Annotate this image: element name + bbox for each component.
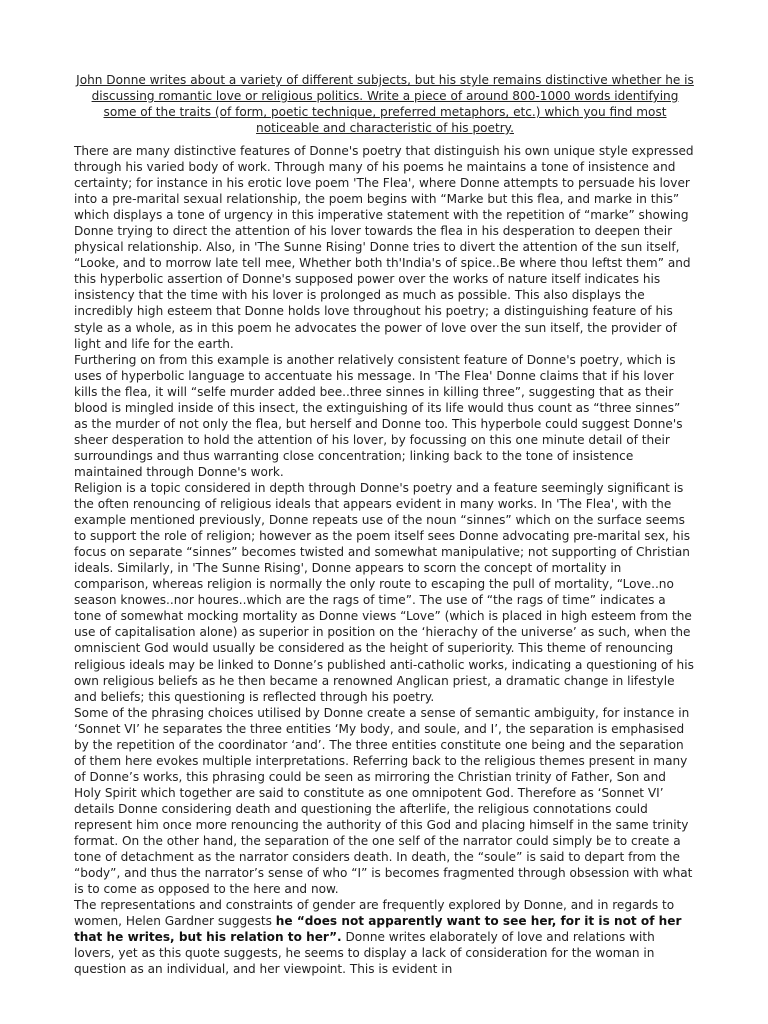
essay-question: John Donne writes about a variety of different subjects, but his style remains distinctive whether he is discussing romantic love or religious politics. Write a piece of around 800-1000 words identifying some of the traits (of form, poetic technique, preferred metaphors, etc.) which you find most noticeable and characteristic of his poetry. [76,73,694,135]
essay-body [74,143,696,977]
paragraph-text: Donne writes elaborately of love and relations with lovers, yet as this quote suggests, he seems to display a lack of consideration for the woman in question as an individual, and her viewpoint. This is evident in [74,930,655,977]
paragraph: Furthering on from this example is another relatively consistent feature of Donne's poetry, which is uses of hyperbolic language to accentuate his message. In 'The Flea' Donne claims that if his lover kills the flea, it will “selfe murder added bee..three sinnes in killing three”, suggesting that as their blood is mingled inside of this insect, the extinguishing of its life would thus count as “three sinnes” as the murder of not only the flea, but herself and Donne too. This hyperbole could suggest Donne's sheer desperation to hold the attention of his lover, by focussing on this one minute detail of their surroundings and thus warranting close concentration; linking back to the tone of insistence maintained through Donne's work. [74,352,683,479]
paragraph: There are many distinctive features of Donne's poetry that distinguish his own unique style expressed through his varied body of work. Through many of his poems he maintains a tone of insistence and certainty; for instance in his erotic love poem 'The Flea', where Donne attempts to persuade his lover into a pre-marital sexual relationship, the poem begins with “Marke but this flea, and marke in this” which displays a tone of urgency in this imperative statement with the repetition of “marke” showing Donne trying to direct the attention of his lover towards the flea in his desperation to deepen their physical relationship. Also, in 'The Sunne Rising' Donne tries to divert the attention of the sun itself, “Looke, and to morrow late tell mee, Whether both th'India's of spice..Be where thou leftst them” and this hyperbolic assertion of Donne's supposed power over the works of nature itself indicates his insistency that the time with his lover is prolonged as much as possible. This also displays the incredibly high esteem that Donne holds love throughout his poetry; a distinguishing feature of his style as a whole, as in this poem he advocates the power of love over the sun itself, the provider of light and life for the earth. [74,144,694,351]
paragraph [74,897,696,977]
bold-quote: he “does not apparently want to see her, for it is not of her that he writes, but his relation to her”. [74,914,682,945]
paragraph: Religion is a topic considered in depth through Donne's poetry and a feature seemingly significant is the often renouncing of religious ideals that appears evident in many works. In 'The Flea', with the example mentioned previously, Donne repeats use of the noun “sinnes” which on the surface seems to support the role of religion; however as the poem itself sees Donne advocating pre-marital sex, his focus on separate “sinnes” becomes twisted and somewhat manipulative; not supporting of Christian ideals. Similarly, in 'The Sunne Rising', Donne appears to scorn the concept of mortality in comparison, whereas religion is normally the only route to escaping the pull of mortality, “Love..no season knowes..nor houres..which are the rags of time”. The use of “the rags of time” indicates a tone of somewhat mocking mortality as Donne views “Love” (which is placed in high esteem from the use of capitalisation alone) as superior in position on the ‘hierachy of the universe’ as such, when the omniscient God would usually be considered as the height of superiority. This theme of renouncing religious ideals may be linked to Donne’s published anti-catholic works, indicating a questioning of his own religious beliefs as he then became a renowned Anglican priest, a dramatic change in lifestyle and beliefs; this questioning is reflected through his poetry. [74,480,694,704]
paragraph-text: The representations and constraints of gender are frequently explored by Donne, and in regards to women, Helen Gardner suggests [74,898,675,929]
paragraph: Some of the phrasing choices utilised by Donne create a sense of semantic ambiguity, for instance in ‘Sonnet VI’ he separates the three entities ‘My body, and soule, and I’, the separation is emphasised by the repetition of the coordinator ‘and’. The three entities constitute one being and the separation of them here evokes multiple interpretations. Referring back to the religious themes present in many of Donne’s works, this phrasing could be seen as mirroring the Christian trinity of Father, Son and Holy Spirit which together are said to constitute as one omnipotent God. Therefore as ‘Sonnet VI’ details Donne considering death and questioning the afterlife, the religious connotations could represent him once more renouncing the authority of this God and placing himself in the same trinity format. On the other hand, the separation of the one self of the narrator could simply be to create a tone of detachment as the narrator considers death. In death, the “soule” is said to depart from the “body”, and thus the narrator’s sense of who “I” is becomes fragmented through obsession with what is to come as opposed to the here and now. [74,705,693,897]
